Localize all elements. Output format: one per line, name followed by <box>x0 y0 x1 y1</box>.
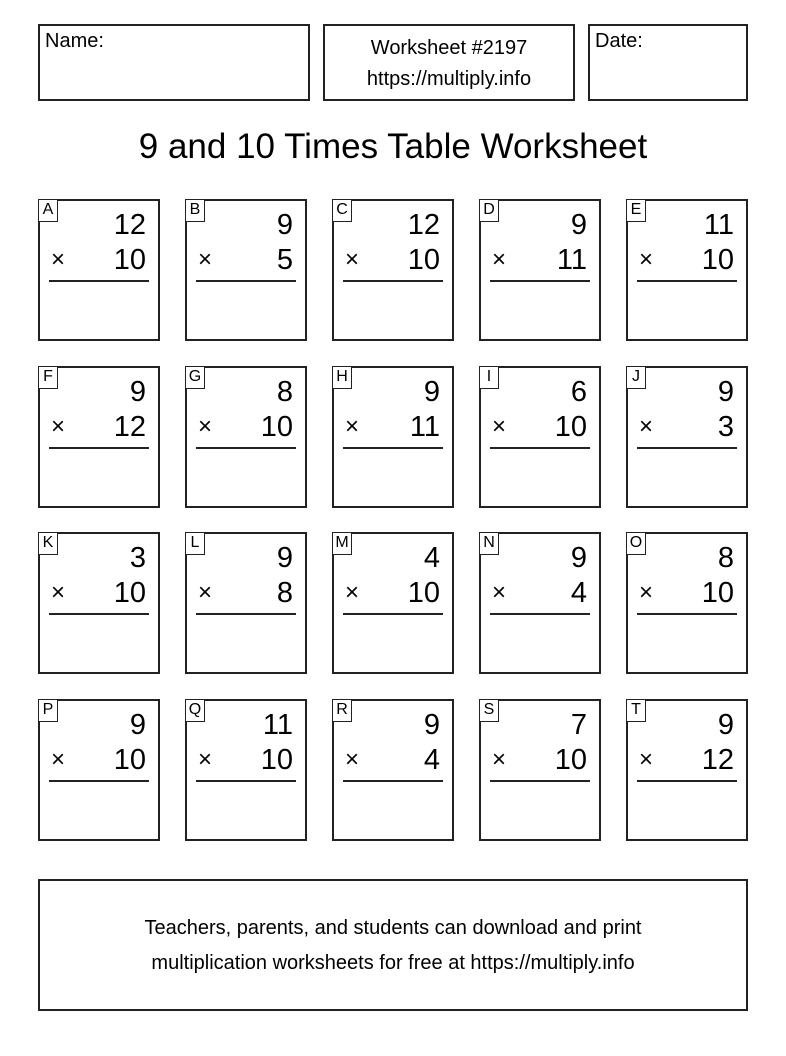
problem-top-number: 9 <box>423 376 440 408</box>
answer-line <box>637 280 737 282</box>
problem-card[interactable] <box>479 199 601 341</box>
times-sign: × <box>198 579 213 606</box>
problem-top-number: 9 <box>570 542 587 574</box>
times-sign: × <box>198 413 213 440</box>
problem-card[interactable] <box>38 699 160 841</box>
problem-letter: J <box>626 366 646 389</box>
worksheet-info-box <box>323 24 575 101</box>
problem-bottom-number: 3 <box>717 411 734 443</box>
answer-line <box>490 280 590 282</box>
times-sign: × <box>492 579 507 606</box>
problem-bottom-number: 10 <box>701 577 734 609</box>
problem-letter: R <box>332 699 352 722</box>
problem-card[interactable] <box>332 532 454 674</box>
problem-top-number: 7 <box>570 709 587 741</box>
problem-letter: D <box>479 199 499 222</box>
answer-line <box>196 613 296 615</box>
problem-bottom-number: 12 <box>113 411 146 443</box>
problem-letter: S <box>479 699 499 722</box>
problem-card[interactable] <box>626 366 748 508</box>
problem-card[interactable] <box>332 199 454 341</box>
problem-bottom-number: 10 <box>113 744 146 776</box>
problem-top-number: 9 <box>717 709 734 741</box>
problem-top-number: 9 <box>570 209 587 241</box>
footer-line-2: multiplication worksheets for free at https://multiply.info <box>151 952 635 974</box>
times-sign: × <box>492 413 507 440</box>
answer-line <box>343 780 443 782</box>
problem-card[interactable] <box>185 366 307 508</box>
name-field[interactable] <box>38 24 310 101</box>
date-field[interactable] <box>588 24 748 101</box>
answer-line <box>637 613 737 615</box>
problem-card[interactable] <box>38 366 160 508</box>
times-sign: × <box>492 246 507 273</box>
times-sign: × <box>345 413 360 440</box>
answer-line <box>196 280 296 282</box>
answer-line <box>196 447 296 449</box>
problem-top-number: 12 <box>407 209 440 241</box>
times-sign: × <box>51 246 66 273</box>
times-sign: × <box>51 579 66 606</box>
problem-letter: E <box>626 199 646 222</box>
problem-card[interactable] <box>185 199 307 341</box>
problem-top-number: 9 <box>276 209 293 241</box>
problem-letter: C <box>332 199 352 222</box>
problem-top-number: 9 <box>129 376 146 408</box>
problem-bottom-number: 10 <box>113 244 146 276</box>
problem-card[interactable] <box>332 699 454 841</box>
footer-line-1: Teachers, parents, and students can download and print <box>144 917 642 939</box>
times-sign: × <box>198 746 213 773</box>
problem-letter: L <box>185 532 205 555</box>
answer-line <box>49 280 149 282</box>
problem-card[interactable] <box>38 532 160 674</box>
times-sign: × <box>345 579 360 606</box>
worksheet-number: Worksheet #2197 <box>370 37 528 59</box>
problem-letter: H <box>332 366 352 389</box>
problem-top-number: 9 <box>276 542 293 574</box>
problem-card[interactable] <box>626 199 748 341</box>
problem-top-number: 8 <box>276 376 293 408</box>
answer-line <box>490 447 590 449</box>
footer-box <box>38 879 748 1011</box>
problem-top-number: 9 <box>129 709 146 741</box>
times-sign: × <box>345 246 360 273</box>
name-label: Name: <box>45 30 104 52</box>
problem-top-number: 3 <box>129 542 146 574</box>
answer-line <box>490 613 590 615</box>
answer-line <box>343 280 443 282</box>
problem-letter: N <box>479 532 499 555</box>
problem-letter: K <box>38 532 58 555</box>
problem-top-number: 11 <box>703 209 734 241</box>
times-sign: × <box>639 579 654 606</box>
problem-letter: B <box>185 199 205 222</box>
problem-letter: G <box>185 366 205 389</box>
problem-letter: I <box>479 366 499 389</box>
problem-bottom-number: 10 <box>260 744 293 776</box>
problem-card[interactable] <box>479 532 601 674</box>
problem-bottom-number: 10 <box>554 411 587 443</box>
problem-letter: M <box>332 532 352 555</box>
times-sign: × <box>345 746 360 773</box>
problem-letter: T <box>626 699 646 722</box>
problem-bottom-number: 12 <box>701 744 734 776</box>
problem-bottom-number: 4 <box>570 577 587 609</box>
times-sign: × <box>639 246 654 273</box>
problem-bottom-number: 10 <box>701 244 734 276</box>
problem-bottom-number: 8 <box>276 577 293 609</box>
answer-line <box>637 780 737 782</box>
problem-bottom-number: 11 <box>556 244 587 276</box>
problem-letter: O <box>626 532 646 555</box>
answer-line <box>343 613 443 615</box>
times-sign: × <box>639 746 654 773</box>
times-sign: × <box>51 413 66 440</box>
page-title: 9 and 10 Times Table Worksheet <box>138 127 648 166</box>
answer-line <box>49 613 149 615</box>
problem-card[interactable] <box>479 366 601 508</box>
problem-bottom-number: 10 <box>407 244 440 276</box>
problem-top-number: 11 <box>262 709 293 741</box>
problem-top-number: 6 <box>570 376 587 408</box>
problem-card[interactable] <box>38 199 160 341</box>
problem-card[interactable] <box>626 699 748 841</box>
answer-line <box>196 780 296 782</box>
answer-line <box>343 447 443 449</box>
answer-line <box>49 447 149 449</box>
problem-card[interactable] <box>185 532 307 674</box>
times-sign: × <box>198 246 213 273</box>
problem-card[interactable] <box>479 699 601 841</box>
problem-letter: F <box>38 366 58 389</box>
answer-line <box>490 780 590 782</box>
problem-bottom-number: 11 <box>409 411 440 443</box>
problem-bottom-number: 10 <box>554 744 587 776</box>
problem-top-number: 9 <box>717 376 734 408</box>
problem-letter: A <box>38 199 58 222</box>
problem-card[interactable] <box>185 699 307 841</box>
problem-top-number: 12 <box>113 209 146 241</box>
problem-bottom-number: 10 <box>407 577 440 609</box>
problem-top-number: 9 <box>423 709 440 741</box>
problem-bottom-number: 10 <box>260 411 293 443</box>
date-label: Date: <box>595 30 643 52</box>
times-sign: × <box>51 746 66 773</box>
problem-card[interactable] <box>626 532 748 674</box>
problem-bottom-number: 4 <box>423 744 440 776</box>
problem-top-number: 8 <box>717 542 734 574</box>
problem-letter: Q <box>185 699 205 722</box>
answer-line <box>637 447 737 449</box>
problem-letter: P <box>38 699 58 722</box>
times-sign: × <box>492 746 507 773</box>
problem-bottom-number: 10 <box>113 577 146 609</box>
times-sign: × <box>639 413 654 440</box>
problem-card[interactable] <box>332 366 454 508</box>
problem-top-number: 4 <box>423 542 440 574</box>
problem-bottom-number: 5 <box>276 244 293 276</box>
worksheet-url: https://multiply.info <box>366 68 532 90</box>
answer-line <box>49 780 149 782</box>
